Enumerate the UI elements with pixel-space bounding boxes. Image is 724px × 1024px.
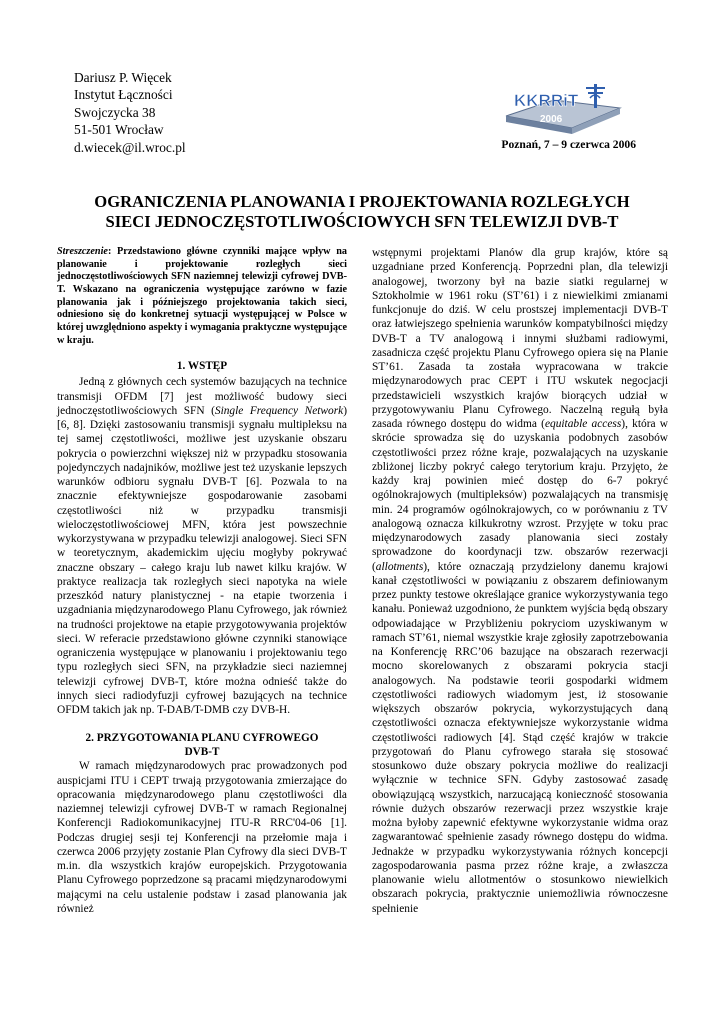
text-run: Jedną z głównych cech systemów bazujących na technice transmisji OFDM [7] jest możliwość budowy sieci jednoczęstotliwościowych SFN (: [57, 376, 347, 417]
logo-text: KKRRiT: [514, 91, 579, 110]
author-institute: Instytut Łączności: [74, 87, 173, 103]
section-1-paragraph: [57, 375, 347, 717]
author-block: [74, 69, 186, 156]
author-street: Swojczycka 38: [74, 104, 156, 120]
section-2-heading-line-2: DVB-T: [184, 746, 220, 759]
section-1-heading: 1. WSTĘP: [176, 360, 228, 373]
section-2-heading: [57, 731, 347, 759]
abstract-label: Streszczenie: [57, 246, 108, 257]
term-italic: Single Frequency Network: [214, 404, 344, 417]
abstract: [57, 246, 347, 347]
right-column-paragraph: [372, 246, 668, 916]
term-italic: equitable access: [544, 418, 622, 430]
text-run: wstępnymi projektami Planów dla grup krajów, które są uzgadniane przed Konferencją. Poprzedni plan, dla telewizji analogowej, tworzony był na bazie siatki regularnej w Sztokholmie w 1961 roku (ST’61) i z niewielkimi zmianami funkcjonuje do dziś. W celu prostszej implementacji DVB-T oraz łatwiejszego spełnienia warunków kompatybilności między DVB-T a TV analogową i innymi służbami radiowymi, zasadnicza część projektu Planu Cyfrowego opiera się na Planie ST’61. Zasada ta została wypracowana w trakcie międzynarodowych prac CEPT i ITU wskutek negocjacji przedstawicieli wszystkich krajów biorących udział w przygotowywaniu Planu Cyfrowego. Naczelną regułą była zasada równego dostępu do widma (: [372, 247, 668, 430]
text-run: ), które oznaczają przydzielony danemu krajowi kanał częstotliwości w powiązaniu z obszarem definiowanym przez punkty testowe określające granice wykorzystywania tego kanału. Ponieważ uzgodniono, że punktem wyjścia będą obszary odpowiadające w Przybliżeniu pokryciom uzyskiwanym w ramach ST’61, niemal wszystkie kraje zgłosiły zapotrzebowania na Konferencję RRC’06 bazujące na obszarach rezerwacji mocno skorelowanych z obszarami pokrycia stacji analogowych. Na podstawie teorii gospodarki widmem częstotliwości radiowych wiadomym jest, iż stosowanie większych obszarów pokrycia, wykorzystujących daną częstotliwości oznacza efektywniejsze wykorzystanie widma częstotliwości radiowych [4]. Stąd część krajów w trakcie przygotowań do Planu cyfrowego starała się stosować stosunkowo duże obszary pokrycia możliwe do realizacji wyłącznie w technice SFN. Gdyby zastosować zasadę obowiązującą wszystkich, narzucającą konieczność stosowania równie dużych obszarów rezerwacji przez wszystkie kraje można byłoby zapewnić efektywne wykorzystanie widma oraz zagwarantować spełnienie zasady równego dostępu do widma. Jednakże w przypadku wykorzystywania różnych koncepcji zagospodarowania pasma przez różne kraje, a zwłaszcza planowanie wielu allotmentów o stosunkowo niewielkich obszarach pokrycia, praktycznie uniemożliwia równoczesne spełnienie: [372, 560, 668, 915]
conference-logo: [500, 82, 626, 138]
text-run: ) [6, 8]. Dzięki zastosowaniu transmisji sygnału multipleksu na tej samej częstotliwości, możliwe jest uzyskanie obszaru pokrycia o powierzchni większej niż w przypadku stosowania pojedynczych nadajników, możliwe jest też uzyskanie lepszych warunków odbioru sygnału DVB-T [6]. Pozwala to na znacznie efektywniejsze gospodarowanie zasobami częstotliwości niż w przypadku transmisji wieloczęstotliwościowej MFN, która jest powszechnie wykorzystywana w przypadku telewizji analogowej. Sieci SFN w teoretycznym, akademickim ujęciu mogłyby pokrywać znaczne obszary – całego kraju lub nawet kilku krajów. W praktyce realizacja tak rozległych sieci napotyka na wiele przeszkód natury planistycznej - na etapie tworzenia i uzgadniania międzynarodowego Planu Cyfrowego, jak również na trudności projektowe na etapie przygotowywania projektów sieci. W referacie przedstawiono główne czynniki stanowiące ograniczenia występujące w planowaniu i projektowaniu tego typu rozległych sieci SFN, na przykładzie sieci naziemnej telewizji cyfrowej DVB-T, które można odnieść także do innych sieci radiodyfuzji cyfrowej bazujących na technice OFDM takich jak np. T-DAB/T-DMB czy DVB-H.: [57, 404, 347, 716]
text-run: ), która w skrócie sprowadza się do uzyskania podobnych zasobów częstotliwości przez różne kraje, pozwalających na uzyskanie zbliżonej liczby pokryć całego terytorium kraju. Przyjęto, że każdy kraj powinien mieć dostęp do 6-7 pokryć ogólnokrajowych (multipleksów) pozwalających na transmisję min. 24 programów ogólnokrajowych, co w porównaniu z TV analogową oznacza kilkukrotny wzrost. Przyjęte w toku prac międzynarodowych zasady planowania sieci zostały sprowadzone do koordynacji tzw. obszarów rezerwacji (: [372, 418, 668, 573]
abstract-text: : Przedstawiono główne czynniki mające wpływ na planowanie i projektowanie rozległych sieci jednoczęstotliwościowych SFN naziemnej telewizji cyfrowej DVB-T. Wskazano na ograniczenia występujące zarówno w fazie planowania jak i późniejszego projektowania takich sieci, odniesiono się do konkretnej sytuacji występującej w Polsce w której uwzględniono aspekty i wymagania praktyczne występujące w kraju.: [57, 246, 347, 346]
section-2-paragraph: W ramach międzynarodowych prac prowadzonych pod auspicjami ITU i CEPT trwają przygotowania zmierzające do opracowania międzynarodowego planu częstotliwości dla naziemnej telewizji cyfrowej DVB-T w ramach Regionalnej Konferencji Radiokomunikacyjnej ITU-R RRC'04-06 [1]. Podczas drugiej sesji tej Konferencji na przełomie maja i czerwca 2006 przyjęty zostanie Plan Cyfrowy dla sieci DVB-T m.in. dla wszystkich krajów europejskich. Przygotowania Planu Cyfrowego poprzedzone są pracami międzynarodowymi mającymi na celu ustalenie podstaw i zasad planowania jak również: [57, 760, 347, 915]
right-column: [372, 246, 668, 916]
title-line-1: OGRANICZENIA PLANOWANIA I PROJEKTOWANIA ROZLEGŁYCH: [94, 192, 630, 211]
term-italic: allotments: [375, 560, 424, 573]
author-name: Dariusz P. Więcek: [74, 70, 172, 85]
section-2-heading-line-1: 2. PRZYGOTOWANIA PLANU CYFROWEGO: [85, 732, 319, 745]
paper-title: [70, 192, 654, 232]
logo-year: 2006: [540, 114, 563, 125]
left-column: [57, 246, 347, 916]
author-email: d.wiecek@il.wroc.pl: [74, 139, 186, 155]
conference-place-date: Poznań, 7 – 9 czerwca 2006: [501, 138, 636, 151]
title-line-2: SIECI JEDNOCZĘSTOTLIWOŚCIOWYCH SFN TELEWIZJI DVB-T: [105, 212, 619, 231]
author-city: 51-501 Wrocław: [74, 122, 164, 138]
